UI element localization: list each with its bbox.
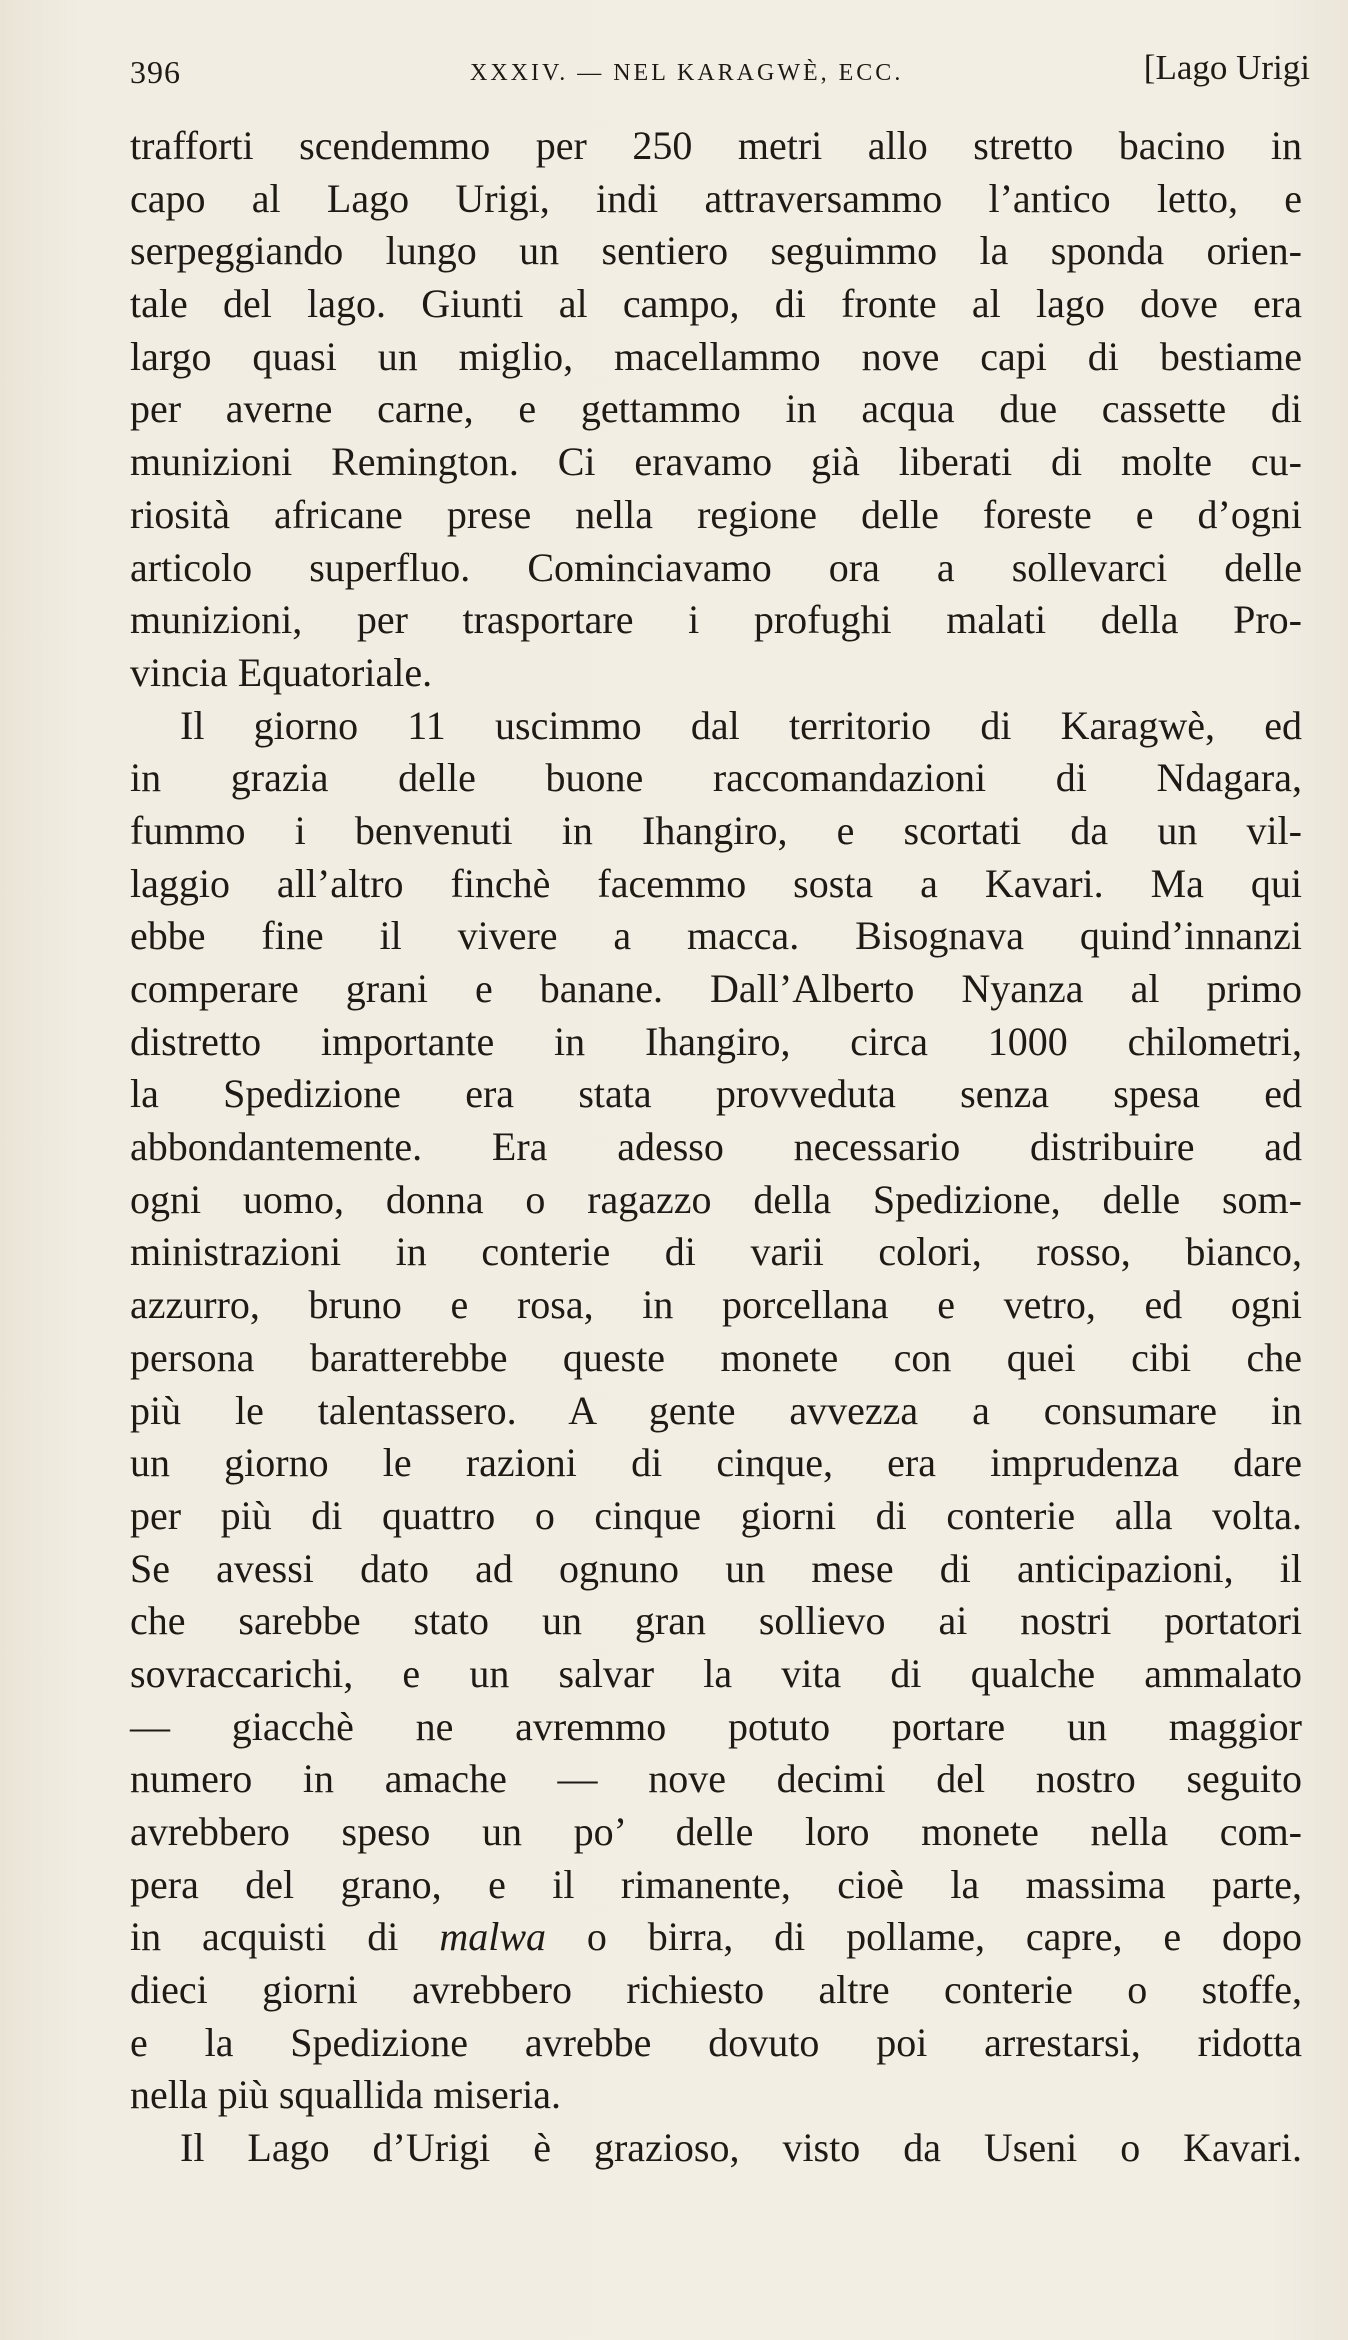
italic-term-malwa: malwa	[439, 1914, 546, 1960]
text-line: che sarebbe stato un gran sollievo ai nostri portatori	[130, 1598, 1302, 1644]
text-line: avrebbero speso un po’ delle loro monete nella com-	[130, 1809, 1302, 1854]
text-line: articolo superfluo. Cominciavamo ora a sollevarci delle	[130, 544, 1302, 590]
text-line: — giacchè ne avremmo potuto portare un maggior	[130, 1703, 1302, 1749]
text-line: azzurro, bruno e rosa, in porcellana e vetro, ed ogni	[130, 1282, 1302, 1328]
text-line: munizioni, per trasportare i profughi malati della Pro-	[130, 597, 1302, 643]
running-head: XXXIV. — NEL KARAGWÈ, ECC.	[470, 60, 904, 86]
text-line: riosità africane prese nella regione delle foreste e d’ogni	[130, 491, 1302, 537]
text-line: per più di quattro o cinque giorni di conterie alla volta.	[130, 1492, 1302, 1538]
text-line: fummo i benvenuti in Ihangiro, e scortati da un vil-	[130, 807, 1302, 853]
text-line: per averne carne, e gettammo in acqua due cassette di	[130, 386, 1302, 432]
line-text: pera del grano, e il rimanente, cioè la massima parte,	[130, 1861, 1302, 1907]
text-line: trafforti scendemmo per 250 metri allo stretto bacino in	[130, 123, 1302, 168]
paragraph-last-line: nella più squallida miseria.	[130, 2072, 561, 2118]
section-reference: [Lago Urigi	[1143, 48, 1310, 87]
page-number: 396	[130, 54, 181, 90]
text-line: ministrazioni in conterie di varii colori, rosso, bianco,	[130, 1229, 1302, 1275]
page-header	[130, 48, 1310, 98]
text-line	[130, 1911, 1302, 1964]
paragraph-last-line: vincia Equatoriale.	[130, 649, 433, 695]
text-line: ogni uomo, donna o ragazzo della Spedizione, delle som-	[130, 1176, 1302, 1222]
line-text-start: in acquisti di	[130, 1914, 440, 1960]
line-text-end: o birra, di pollame, capre, e dopo	[546, 1914, 1303, 1960]
text-line: serpeggiando lungo un sentiero seguimmo la sponda orien-	[130, 228, 1302, 274]
text-line: largo quasi un miglio, macellammo nove capi di bestiame	[130, 333, 1302, 379]
text-line: laggio all’altro finchè facemmo sosta a Kavari. Ma qui	[130, 860, 1302, 906]
text-line: sovraccarichi, e un salvar la vita di qualche ammalato	[130, 1650, 1302, 1696]
text-line: in grazia delle buone raccomandazioni di Ndagara,	[130, 755, 1302, 801]
text-line: ebbe fine il vivere a macca. Bisognava quind’innanzi	[130, 913, 1302, 959]
text-line: un giorno le razioni di cinque, era imprudenza dare	[130, 1440, 1302, 1486]
text-line: Se avessi dato ad ognuno un mese di anticipazioni, il	[130, 1545, 1302, 1591]
text-line: più le talentassero. A gente avvezza a consumare in	[130, 1387, 1302, 1433]
text-line: distretto importante in Ihangiro, circa 1000 chilometri,	[130, 1018, 1302, 1064]
text-line: dieci giorni avrebbero richiesto altre conterie o stoffe,	[130, 1967, 1302, 2013]
text-line: persona baratterebbe queste monete con quei cibi che	[130, 1334, 1302, 1380]
text-line: comperare grani e banane. Dall’Alberto Nyanza al primo	[130, 966, 1302, 1011]
paragraph-first-line: Il giorno 11 uscimmo dal territorio di Karagwè, ed	[180, 702, 1302, 748]
paragraph-first-line: Il Lago d’Urigi è grazioso, visto da Useni o Kavari.	[180, 2125, 1302, 2171]
text-line: numero in amache — nove decimi del nostro seguito	[130, 1756, 1302, 1802]
text-line: e la Spedizione avrebbe dovuto poi arrestarsi, ridotta	[130, 2019, 1302, 2065]
text-line: capo al Lago Urigi, indi attraversammo l’antico letto, e	[130, 175, 1302, 221]
text-line: abbondantemente. Era adesso necessario distribuire ad	[130, 1124, 1302, 1170]
text-line: la Spedizione era stata provveduta senza spesa ed	[130, 1071, 1302, 1117]
text-line	[130, 1859, 1302, 1912]
body-text	[130, 120, 1302, 2175]
text-line: tale del lago. Giunti al campo, di fronte al lago dove era	[130, 281, 1302, 327]
text-line: munizioni Remington. Ci eravamo già liberati di molte cu-	[130, 439, 1302, 485]
